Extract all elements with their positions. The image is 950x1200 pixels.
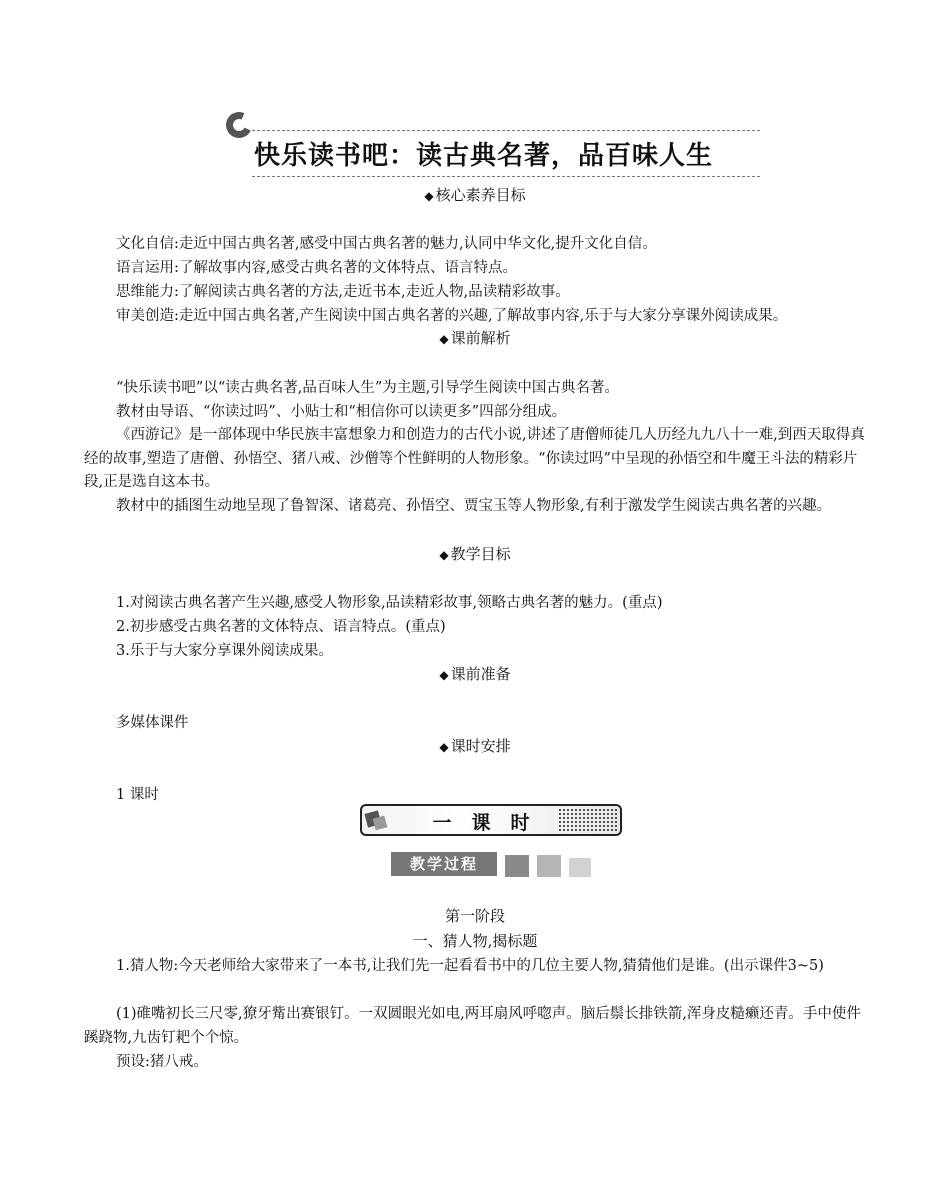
ring-icon [222, 108, 255, 141]
core-goal-thinking: 思维能力:了解阅读古典名著的方法,走近书本,走近人物,品读精彩故事。 [116, 284, 570, 300]
section-heading-label: 核心素养目标 [435, 186, 526, 204]
stage-paragraph: 预设:猪八戒。 [116, 1054, 208, 1070]
diamond-icon: ◆ [439, 548, 449, 562]
analysis-paragraph: 教材中的插图生动地呈现了鲁智深、诸葛亮、孙悟空、贾宝玉等人物形象,有利于激发学生阅读古典名著的兴趣。 [116, 498, 832, 514]
teaching-goal-item: 2.初步感受古典名著的文体特点、语言特点。(重点) [116, 619, 446, 635]
section-heading-goals [0, 543, 950, 564]
lesson-banner [360, 804, 622, 836]
section-heading-analysis [0, 327, 950, 348]
stage-title: 第一阶段 [444, 907, 505, 925]
decor-block [537, 855, 561, 877]
prep-text: 多媒体课件 [116, 715, 189, 731]
section-heading-prep [0, 663, 950, 684]
teaching-goal-item: 3.乐于与大家分享课外阅读成果。 [116, 643, 333, 659]
lesson-banner-label: 一课时 [432, 812, 550, 834]
title-divider-top [252, 130, 760, 131]
analysis-paragraph: “快乐读书吧”以“读古典名著,品百味人生”为主题,引导学生阅读中国古典名著。 [116, 380, 619, 396]
core-goal-culture: 文化自信:走近中国古典名著,感受中国古典名著的魅力,认同中华文化,提升文化自信。 [116, 236, 657, 252]
title-divider-bottom [252, 176, 760, 177]
analysis-paragraph: 《西游记》是一部体现中华民族丰富想象力和创造力的古代小说,讲述了唐僧师徒几人历经九九八十一难,到西天取得真经的故事,塑造了唐僧、孙悟空、猪八戒、沙僧等个性鲜明的人物形象。“你读过吗”中呈现的孙悟空和牛魔王斗法的精彩片段,正是选自这本书。 [84, 427, 865, 490]
section-heading-schedule [0, 735, 950, 756]
core-goal-aesthetic: 审美创造:走近中国古典名著,产生阅读中国古典名著的兴趣,了解故事内容,乐于与大家分享课外阅读成果。 [116, 308, 788, 324]
diamond-icon: ◆ [439, 668, 449, 682]
stage-subtitle: 一、猜人物,揭标题 [412, 932, 538, 950]
section-heading-label: 课前解析 [450, 329, 511, 347]
diamond-icon: ◆ [424, 189, 434, 203]
analysis-paragraph: 教材由导语、“你读过吗”、小贴士和“相信你可以读更多”四部分组成。 [116, 404, 567, 420]
section-heading-label: 教学目标 [450, 545, 511, 563]
decor-block [505, 855, 529, 877]
section-heading-label: 课前准备 [450, 665, 511, 683]
title-banner [226, 108, 760, 180]
core-goal-language: 语言运用:了解故事内容,感受古典名著的文体特点、语言特点。 [116, 260, 517, 276]
section-heading-core [0, 184, 950, 205]
diamond-icon: ◆ [439, 332, 449, 346]
schedule-text: 1 课时 [116, 787, 159, 803]
page-title: 快乐读书吧：读古典名著，品百味人生 [254, 141, 714, 171]
diamond-icon: ◆ [439, 740, 449, 754]
process-tag: 教学过程 [391, 852, 497, 876]
section-heading-label: 课时安排 [450, 737, 511, 755]
decor-block [569, 858, 591, 877]
stage-paragraph: (1)碓嘴初长三尺零,獠牙觜出赛银钉。一双圆眼光如电,两耳扇风呼唿声。脑后鬃长排铁箭,浑身皮糙癞还青。手中使件蹊跷物,九齿钉耙个个惊。 [84, 1006, 861, 1046]
teaching-goal-item: 1.对阅读古典名著产生兴趣,感受人物形象,品读精彩故事,领略古典名著的魅力。(重点) [116, 595, 663, 611]
stage-paragraph: 1.猜人物:今天老师给大家带来了一本书,让我们先一起看看书中的几位主要人物,猜猜他们是谁。(出示课件3~5) [116, 958, 824, 974]
